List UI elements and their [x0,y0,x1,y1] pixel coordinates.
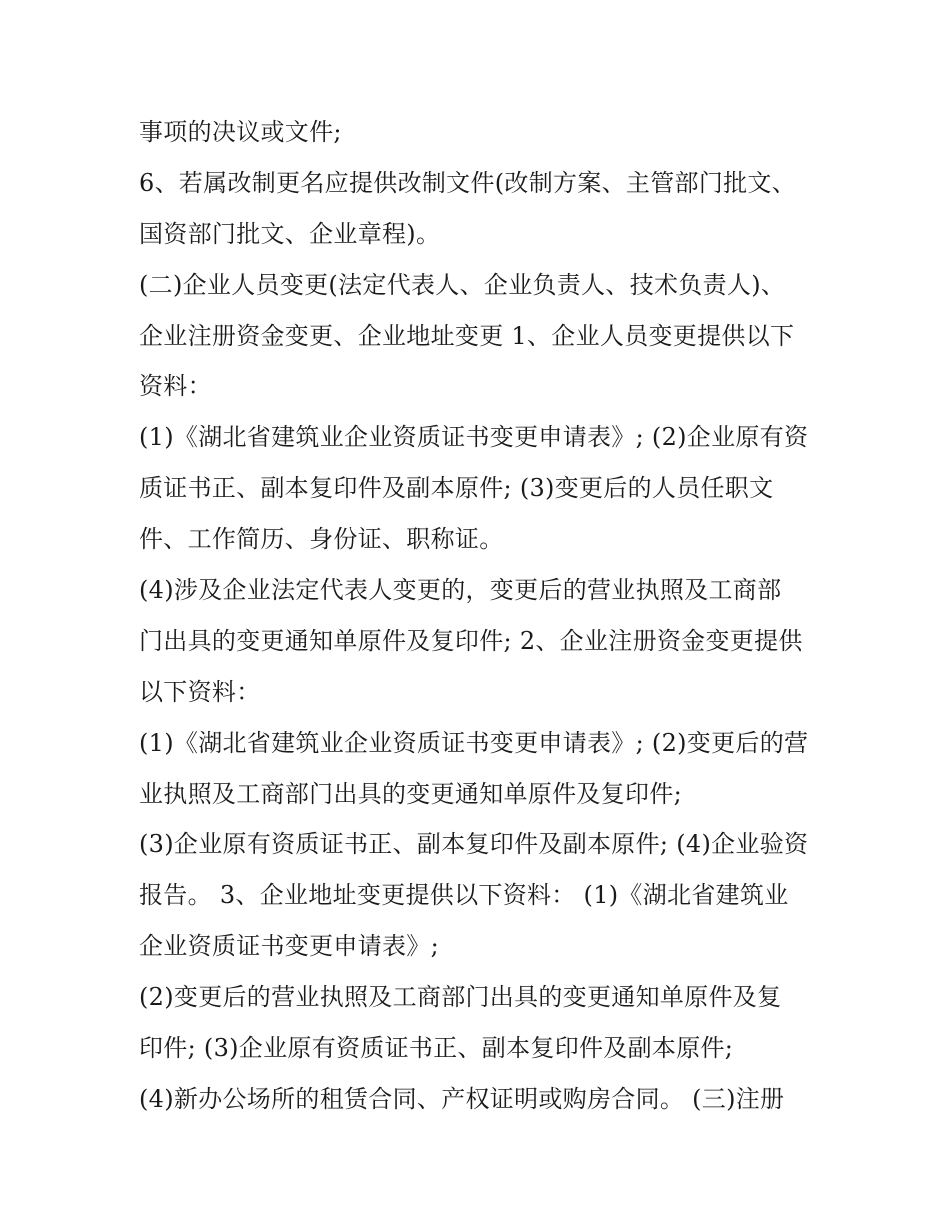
text-line: (4)涉及企业法定代表人变更的，变更后的营业执照及工商部 [139,576,782,605]
text-line: 企业资质证书变更申请表》; [139,932,439,961]
text-line: 质证书正、副本复印件及副本原件; (3)变更后的人员任职文 [139,474,774,503]
text-line: (二)企业人员变更(法定代表人、企业负责人、技术负责人)、 [139,270,786,299]
text-line: 件、工作简历、身份证、职称证。 [139,525,504,554]
text-line: 6、若属改制更名应提供改制文件(改制方案、主管部门批文、 [139,168,797,197]
document-body [139,107,819,1125]
text-line: 印件; (3)企业原有资质证书正、副本复印件及副本原件; [139,1034,734,1063]
text-line: (3)企业原有资质证书正、副本复印件及副本原件; (4)企业验资 [139,830,809,859]
text-line: (1)《湖北省建筑业企业资质证书变更申请表》; (2)企业原有资 [139,423,809,452]
text-line: (2)变更后的营业执照及工商部门出具的变更通知单原件及复 [139,983,782,1012]
text-line: 门出具的变更通知单原件及复印件; 2、企业注册资金变更提供 [139,626,803,655]
text-line: (1)《湖北省建筑业企业资质证书变更申请表》; (2)变更后的营 [139,728,809,757]
text-line: 报告。 3、企业地址变更提供以下资料： (1)《湖北省建筑业 [139,881,789,910]
text-line: 企业注册资金变更、企业地址变更 1、企业人员变更提供以下 [139,321,795,350]
text-line: 国资部门批文、企业章程)。 [139,219,441,248]
text-line: 资料： [139,372,212,401]
text-line: 以下资料： [139,677,261,706]
text-line: 事项的决议或文件; [139,118,342,146]
text-line: (4)新办公场所的租赁合同、产权证明或购房合同。 (三)注册 [139,1084,785,1113]
text-line: 业执照及工商部门出具的变更通知单原件及复印件; [139,779,682,808]
